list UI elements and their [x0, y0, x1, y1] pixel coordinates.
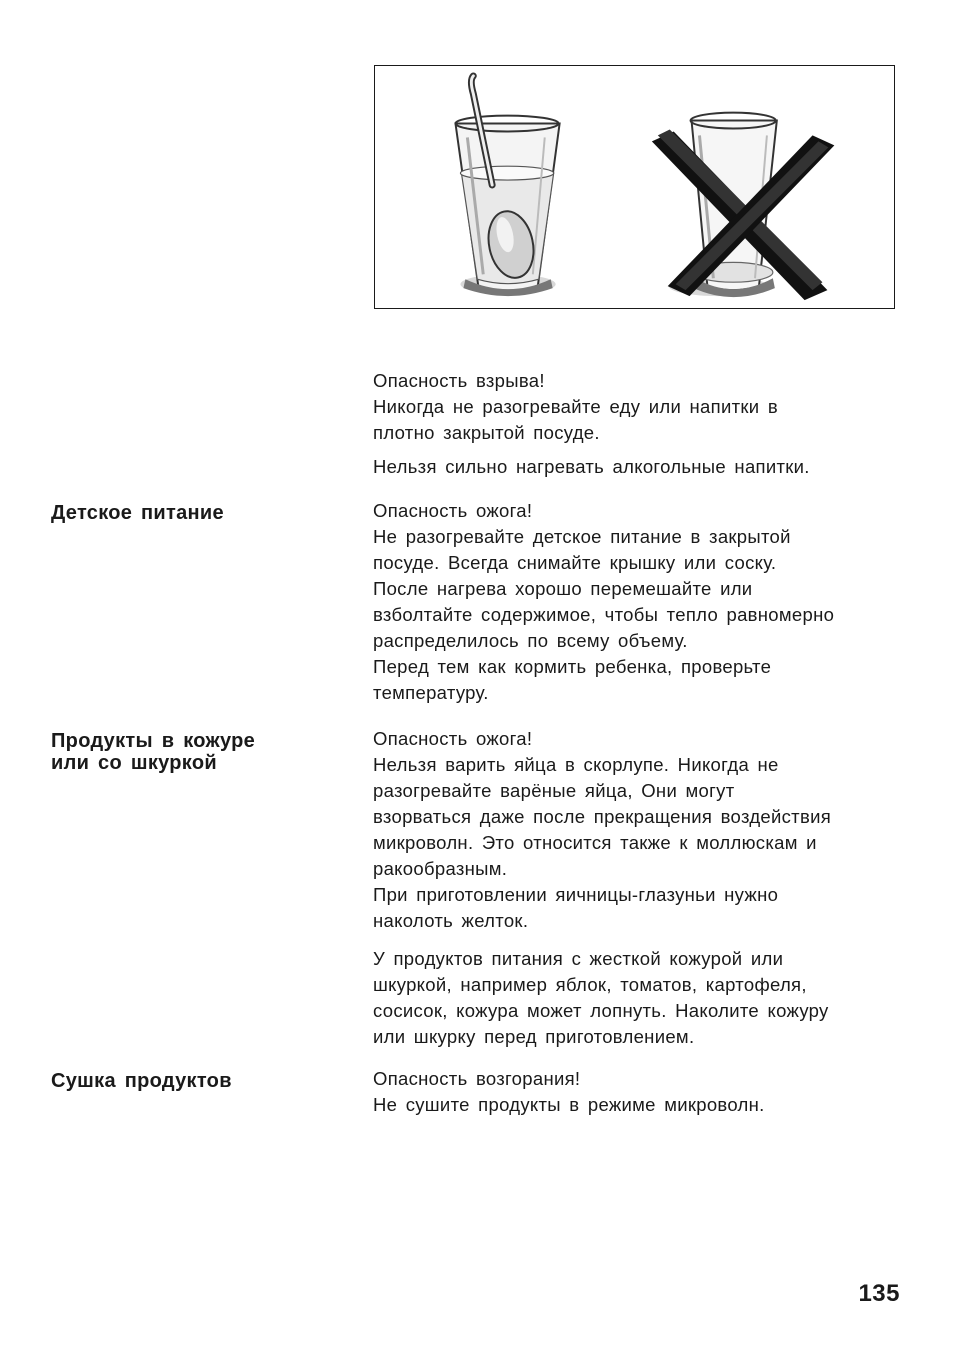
title-line: Продукты в кожуре	[51, 730, 256, 752]
text-line: После нагрева хорошо перемешайте или	[373, 578, 753, 599]
title-line: или со шкуркой	[51, 752, 217, 774]
text-line: Не разогревайте детское питание в закрытой	[373, 526, 791, 547]
text-line: посуде. Всегда снимайте крышку или соску.	[373, 552, 777, 573]
text-line: разогревайте варёные яйца, Они могут	[373, 780, 735, 801]
glasses-illustration	[375, 66, 894, 308]
glass-with-spoon-icon	[455, 76, 559, 296]
section-title-baby-food: Детское питание	[51, 502, 224, 524]
text-line: шкуркой, например яблок, томатов, картофеля,	[373, 974, 807, 995]
text-line: ракообразным.	[373, 858, 508, 879]
text-line: Нельзя варить яйца в скорлупе. Никогда не	[373, 754, 779, 775]
text-line: Перед тем как кормить ребенка, проверьте	[373, 656, 772, 677]
text-line: Не сушите продукты в режиме микроволн.	[373, 1094, 765, 1115]
text-line: взболтайте содержимое, чтобы тепло равномерно	[373, 604, 835, 625]
text-line: температуру.	[373, 682, 489, 703]
text-line: Опасность возгорания!	[373, 1068, 581, 1089]
text-line: плотно закрытой посуде.	[373, 422, 600, 443]
text-line: сосисок, кожура может лопнуть. Наколите кожуру	[373, 1000, 829, 1021]
shell-products-paragraph-1	[373, 726, 913, 882]
text-line: Опасность ожога!	[373, 728, 533, 749]
illustration-frame	[374, 65, 895, 309]
page-number: 135	[858, 1280, 900, 1307]
text-line: взорваться даже после прекращения воздействия	[373, 806, 832, 827]
text-line: наколоть желток.	[373, 910, 529, 931]
section-title-shell-products	[51, 730, 341, 774]
baby-food-paragraph-2	[373, 576, 913, 654]
intro-paragraph-2	[373, 454, 913, 480]
shell-products-paragraph-2	[373, 882, 913, 934]
text-line: или шкурку перед приготовлением.	[373, 1026, 695, 1047]
text-line: Опасность взрыва!	[373, 370, 545, 391]
text-line: При приготовлении яичницы-глазуньи нужно	[373, 884, 779, 905]
text-line: У продуктов питания с жесткой кожурой или	[373, 948, 784, 969]
text-line: микроволн. Это относится также к моллюскам и	[373, 832, 817, 853]
text-line: Нельзя сильно нагревать алкогольные напитки.	[373, 456, 810, 477]
text-line: распределилось по всему объему.	[373, 630, 688, 651]
section-title-drying: Сушка продуктов	[51, 1070, 232, 1092]
drying-paragraph-1	[373, 1066, 913, 1118]
text-line: Никогда не разогревайте еду или напитки в	[373, 396, 778, 417]
baby-food-paragraph-3	[373, 654, 913, 706]
baby-food-paragraph-1	[373, 498, 913, 576]
intro-paragraph-1	[373, 368, 913, 446]
text-line: Опасность ожога!	[373, 500, 533, 521]
shell-products-paragraph-3	[373, 946, 913, 1050]
